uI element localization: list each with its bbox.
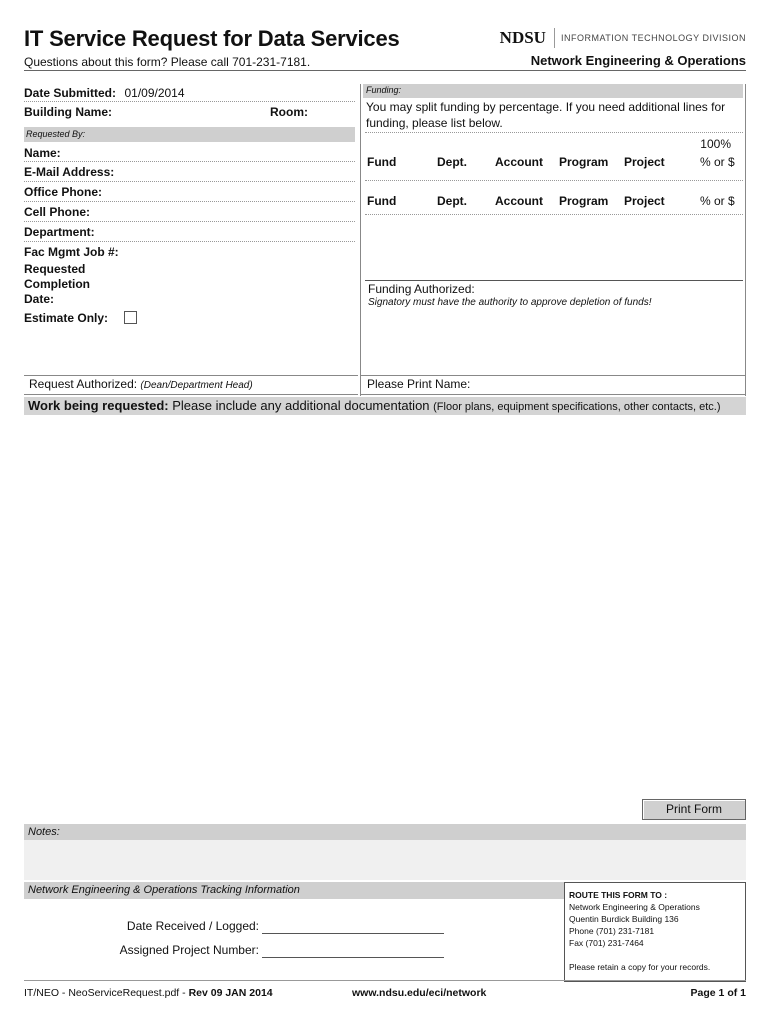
date-submitted-row bbox=[24, 84, 355, 102]
date-submitted-field[interactable]: 01/09/2014 bbox=[124, 86, 185, 100]
funding-line-2[interactable] bbox=[365, 214, 743, 215]
print-form-button[interactable]: Print Form bbox=[642, 799, 746, 820]
requester-section bbox=[24, 84, 357, 396]
completion-label-1: Requested bbox=[24, 262, 86, 276]
form-title: IT Service Request for Data Services bbox=[24, 26, 400, 51]
footer-doc-name: IT/NEO - NeoServiceRequest.pdf - bbox=[24, 987, 189, 999]
building-row bbox=[24, 103, 355, 123]
cell-phone-row[interactable] bbox=[24, 203, 355, 222]
ndsu-logo bbox=[500, 28, 746, 48]
tracking-band: Network Engineering & Operations Tracking Information bbox=[24, 882, 564, 899]
funding-divider-1 bbox=[365, 132, 743, 133]
work-label-rest: Please include any additional documentation bbox=[168, 398, 434, 413]
col-account-2: Account bbox=[495, 194, 543, 208]
estimate-row bbox=[24, 309, 355, 329]
footer-left bbox=[24, 987, 273, 999]
name-label: Name: bbox=[24, 146, 61, 160]
funding-instructions: You may split funding by percentage. If you need additional lines for funding, please list below. bbox=[366, 100, 726, 130]
col-account: Account bbox=[495, 155, 543, 169]
email-label: E-Mail Address: bbox=[24, 165, 115, 179]
col-project: Project bbox=[624, 155, 665, 169]
fac-mgmt-row[interactable] bbox=[24, 243, 355, 262]
col-percent-2: % or $ bbox=[700, 194, 735, 208]
work-label-bold: Work being requested: bbox=[28, 398, 169, 413]
col-dept: Dept. bbox=[437, 155, 467, 169]
work-requested-band bbox=[24, 397, 746, 415]
office-phone-label: Office Phone: bbox=[24, 185, 103, 199]
route-line-4: Fax (701) 231-7464 bbox=[569, 938, 644, 948]
date-submitted-label: Date Submitted: bbox=[24, 86, 117, 100]
footer-page-number: Page 1 of 1 bbox=[690, 987, 746, 999]
notes-field[interactable] bbox=[24, 840, 746, 880]
route-line-3: Phone (701) 231-7181 bbox=[569, 926, 655, 936]
name-row[interactable] bbox=[24, 144, 355, 162]
funding-band: Funding: bbox=[363, 84, 743, 98]
office-phone-row[interactable] bbox=[24, 183, 355, 202]
date-received-label: Date Received / Logged: bbox=[126, 919, 259, 933]
footer-url: www.ndsu.edu/eci/network bbox=[352, 987, 487, 999]
funding-line-1[interactable] bbox=[365, 180, 743, 181]
col-project-2: Project bbox=[624, 194, 665, 208]
estimate-label: Estimate Only: bbox=[24, 311, 109, 325]
project-number-field[interactable] bbox=[262, 944, 444, 958]
funding-header-row-2 bbox=[367, 194, 741, 210]
building-name-label: Building Name: bbox=[24, 105, 113, 119]
funding-signature-field[interactable] bbox=[365, 312, 743, 372]
request-authorized-label: Request Authorized: bbox=[29, 377, 138, 391]
work-description-field[interactable] bbox=[24, 416, 746, 796]
col-percent: % or $ bbox=[700, 155, 735, 169]
route-line-1: Network Engineering & Operations bbox=[569, 902, 700, 912]
building-name-field[interactable] bbox=[94, 103, 264, 121]
form-subtitle: Questions about this form? Please call 701-231-7181. bbox=[24, 55, 311, 69]
route-note: Please retain a copy for your records. bbox=[569, 962, 711, 972]
logo-division-text: INFORMATION TECHNOLOGY DIVISION bbox=[560, 33, 746, 43]
funding-auth-divider bbox=[365, 280, 743, 281]
funding-authorized-label: Funding Authorized: bbox=[368, 282, 475, 296]
date-received-field[interactable] bbox=[262, 920, 444, 934]
notes-band: Notes: bbox=[24, 824, 746, 840]
logo-ndsu-text: NDSU bbox=[500, 28, 555, 48]
department-row[interactable] bbox=[24, 223, 355, 242]
print-name-row[interactable] bbox=[360, 375, 746, 395]
project-number-label: Assigned Project Number: bbox=[119, 943, 259, 957]
footer-divider bbox=[24, 980, 746, 981]
route-line-2: Quentin Burdick Building 136 bbox=[569, 914, 679, 924]
col-dept-2: Dept. bbox=[437, 194, 467, 208]
col-program-2: Program bbox=[559, 194, 609, 208]
requested-by-band: Requested By: bbox=[24, 127, 355, 142]
department-name: Network Engineering & Operations bbox=[530, 53, 746, 68]
completion-date-row[interactable] bbox=[24, 262, 355, 308]
route-box bbox=[564, 882, 746, 982]
email-row[interactable] bbox=[24, 163, 355, 182]
route-heading: ROUTE THIS FORM TO : bbox=[569, 890, 668, 900]
work-label-small: (Floor plans, equipment specifications, other contacts, etc.) bbox=[433, 401, 721, 413]
fac-mgmt-label: Fac Mgmt Job #: bbox=[24, 245, 119, 259]
completion-label-2: Completion bbox=[24, 277, 90, 291]
funding-section bbox=[360, 84, 746, 396]
room-label: Room: bbox=[270, 105, 308, 119]
funding-header-row-1 bbox=[367, 155, 741, 171]
cell-phone-label: Cell Phone: bbox=[24, 205, 91, 219]
print-name-label: Please Print Name: bbox=[367, 377, 471, 391]
col-fund-2: Fund bbox=[367, 194, 397, 208]
estimate-checkbox[interactable] bbox=[124, 311, 137, 324]
request-authorized-note: (Dean/Department Head) bbox=[140, 380, 253, 391]
percent-total: 100% bbox=[700, 137, 731, 151]
request-authorized-row[interactable] bbox=[24, 375, 358, 395]
completion-label-3: Date: bbox=[24, 292, 55, 306]
col-program: Program bbox=[559, 155, 609, 169]
signatory-note: Signatory must have the authority to approve depletion of funds! bbox=[368, 297, 652, 308]
header-divider bbox=[24, 70, 746, 71]
footer-revision: Rev 09 JAN 2014 bbox=[188, 987, 273, 999]
room-field[interactable] bbox=[310, 103, 354, 121]
col-fund: Fund bbox=[367, 155, 397, 169]
department-label: Department: bbox=[24, 225, 95, 239]
